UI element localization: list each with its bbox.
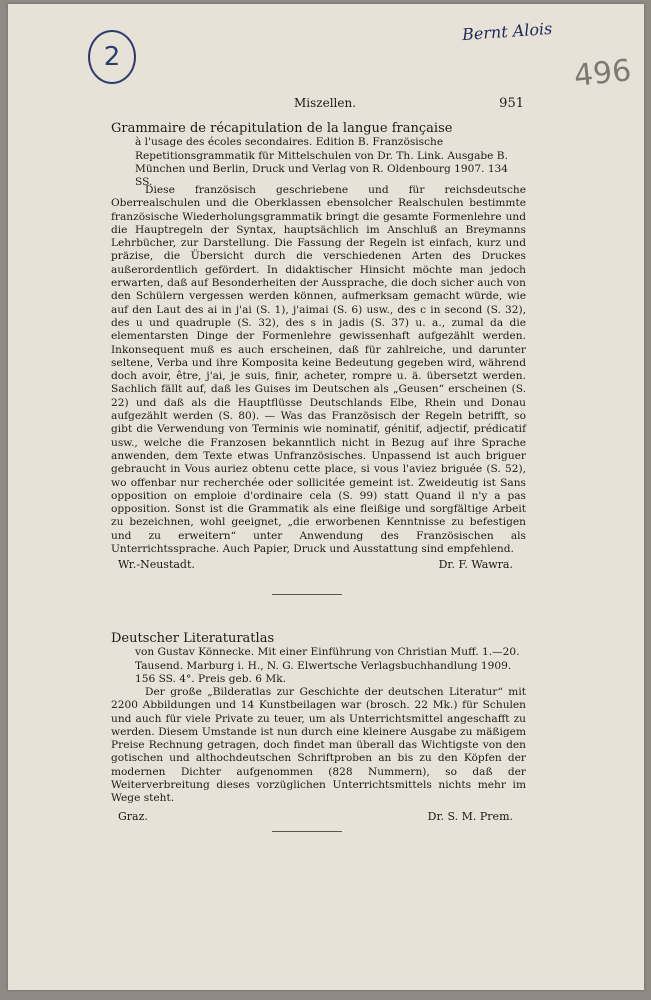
circled-number: 2 — [103, 42, 121, 72]
review-2-reviewer: Dr. S. M. Prem. — [427, 810, 513, 823]
section-divider — [272, 594, 342, 595]
review-1-text: Diese französisch geschriebene und für reichsdeutsche Oberrealschulen und die Oberklassen ebensolcher Realschulen bestimmte französische Wiederholungsgrammatik bringt die gesamte Formenlehre und die Hauptregeln der Syntax, hauptsächlich im Anschluß an Breymanns Lehrbücher, zur Darstellung. Die Fassung der Regeln ist einfach, kurz und präzise, die Übersicht durch die verschiedenen Arten des Druckes außerordentlich gefördert. In didaktischer Hinsicht möchte man jedoch erwarten, daß auf Besonderheiten der Aussprache, die doch sicher auch von den Schülern vergessen werden können, aufmerksam gemacht würde, wie auf den Laut des ai in j'ai (S. 1), j'aimai (S. 6) usw., des c in second (S. 32), des u und quadruple (S. 32), des s in jadis (S. 37) u. a., zumal da die elementarsten Dinge der Formenlehre gewissenhaft aufgezählt werden. Inkonsequent muß es auch erscheinen, daß für zahlreiche, und darunter seltene, Verba und ihre Komposita keine Bedeutung gegeben wird, während doch avoir, être, j'ai, je suis, finir, acheter, rompre u. ä. übersetzt werden. Sachlich fällt auf, daß les Guises im Deutschen als „Geusen“ erscheinen (S. 22) und daß als die Hauptflüsse Deutschlands Elbe, Rhein und Donau aufgezählt werden (S. 80). — Was das Französisch der Regeln betrifft, so gibt die Verwendung von Terminis wie nominatif, génitif, adjectif, prédicatif usw., welche die Franzosen bekanntlich nicht in Bezug auf ihre Sprache anwenden, dem Texte etwas Unfranzösisches. Unpassend ist auch briguer gebraucht in Vous auriez obtenu cette place, si vous l'aviez briguée (S. 52), wo offenbar nur recherchée oder sollicitée gemeint ist. Zweideutig ist Sans opposition on emploie d'ordinaire cela (S. 99) statt Quand il n'y a pas opposition. Sonst ist die Grammatik als eine fleißige und sorgfältige Arbeit zu bezeichnen, wohl geeignet, „die erworbenen Kenntnisse zu befestigen und zu erweitern“ unter Anwendung des Französischen als Unterrichtssprache. Auch Papier, Druck und Ausstattung sind empfehlend. — [111, 184, 526, 556]
section-title: Miszellen. — [294, 96, 357, 110]
review-2-heading — [111, 632, 526, 686]
end-divider — [272, 831, 342, 832]
circled-number-annotation — [88, 30, 136, 84]
review-1-body — [111, 184, 526, 556]
pencil-number-annotation: 496 — [572, 53, 633, 94]
review-2-body — [111, 686, 526, 806]
review-2-text: Der große „Bilderatlas zur Geschichte der deutschen Literatur“ mit 2200 Abbildungen und 14 Kunstbeilagen war (brosch. 22 Mk.) für Schulen und auch für viele Private zu teuer, um als Unterrichtsmittel angeschafft zu werden. Diesem Umstande ist nun durch eine kleinere Ausgabe zu mäßigem Preise Rechnung getragen, doch findet man überall das Wichtigste von den gotischen und althochdeutschen Schriftproben an bis zu den Köpfen der modernen Dichter aufgenommen (828 Nummern), so daß der Weiterverbreitung dieses vorzüglichen Unterrichtsmittels nichts mehr im Wege steht. — [111, 686, 526, 805]
review-2-title: Deutscher Literaturatlas — [111, 631, 275, 646]
page-sheet — [8, 4, 644, 990]
page-number: 951 — [499, 96, 524, 111]
review-1-reviewer: Dr. F. Wawra. — [438, 558, 513, 571]
review-1-place: Wr.-Neustadt. — [118, 558, 195, 571]
review-2-bibliography: von Gustav Könnecke. Mit einer Einführung von Christian Muff. 1.—20. Tausend. Marburg i. H., N. G. Elwertsche Verlagsbuchhandlung 1909. 156 SS. 4°. Preis geb. 6 Mk. — [135, 646, 520, 685]
review-2-place: Graz. — [118, 810, 148, 823]
handwritten-name-annotation: Bernt Alois — [461, 18, 553, 45]
review-1-heading — [111, 122, 526, 189]
review-1-bibliography: à l'usage des écoles secondaires. Edition B. Französische Repetitionsgrammatik für Mittelschulen von Dr. Th. Link. Ausgabe B. München und Berlin, Druck und Verlag von R. Oldenbourg 1907. 134 SS. — [135, 136, 509, 189]
review-1-title: Grammaire de récapitulation de la langue française — [111, 121, 453, 136]
